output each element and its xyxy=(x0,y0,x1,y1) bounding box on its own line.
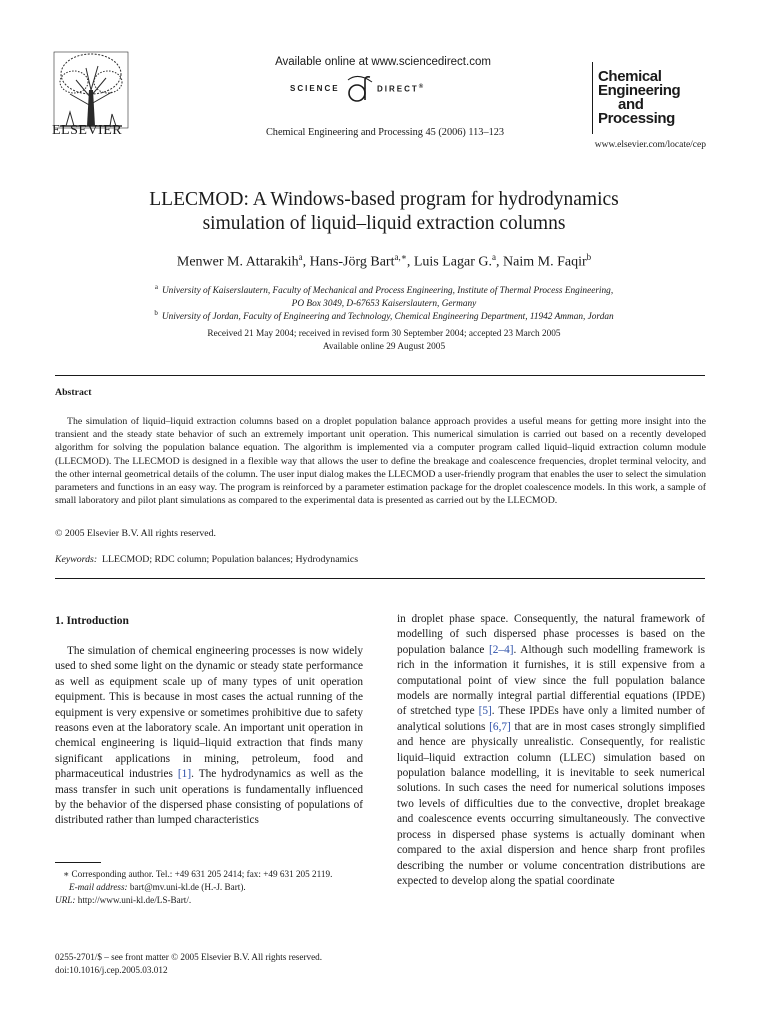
divider xyxy=(55,578,705,579)
author-name: Hans-Jörg Bart xyxy=(309,254,395,270)
citation-link[interactable]: [2–4] xyxy=(489,643,514,656)
url-link[interactable]: http://www.uni-kl.de/LS-Bart/. xyxy=(75,895,192,905)
publisher-name: ELSEVIER xyxy=(52,123,123,138)
author-name: Luis Lagar G. xyxy=(413,254,493,270)
journal-url-link[interactable]: www.elsevier.com/locate/cep xyxy=(594,140,706,150)
affiliation-b: $^b$ University of Jordan, Faculty of Engineering and Technology, Chemical Engineering Department, 11942 Amman, Jordan xyxy=(154,309,614,323)
received-dates: Received 21 May 2004; received in revised form 30 September 2004; accepted 23 March 2005 Available online 29 August 2005 xyxy=(207,329,561,352)
divider xyxy=(55,375,705,376)
front-matter: 0255-2701/$ – see front matter © 2005 Elsevier B.V. All rights reserved. doi:10.1016/j.cep.2005.03.012 xyxy=(55,951,385,977)
footnote-url: URL: http://www.uni-kl.de/LS-Bart/. xyxy=(55,895,192,905)
doi-link[interactable]: doi:10.1016/j.cep.2005.03.012 xyxy=(55,965,168,975)
journal-logo: Chemical Engineering and Processing xyxy=(598,68,681,127)
available-online-line[interactable]: Available online at www.sciencedirect.com xyxy=(275,56,491,68)
article-title: LLECMOD: A Windows-based program for hydrodynamics simulation of liquid–liquid extraction columns xyxy=(149,189,619,234)
sciencedirect-word-left: SCIENCE xyxy=(290,84,340,93)
email-link[interactable]: bart@mv.uni-kl.de (H.-J. Bart). xyxy=(127,882,246,892)
sciencedirect-word-right: DIRECT® xyxy=(377,84,426,94)
author-name: Naim M. Faqir xyxy=(503,254,587,270)
abstract-copyright: © 2005 Elsevier B.V. All rights reserved. xyxy=(55,528,216,539)
sciencedirect-d-icon xyxy=(342,74,376,104)
affiliation-a: $^a$ University of Kaiserslautern, Faculty of Mechanical and Process Engineering, Institute of Thermal Process Engineering, PO Box 3049, D-67653 Kaiserslautern, Germany xyxy=(154,283,614,309)
footnote-email: E-mail address: bart@mv.uni-kl.de (H.-J. Bart). xyxy=(69,882,246,892)
body-column-right: in droplet phase space. Consequently, the natural framework of modelling of such dispersed phase processes is based on the population balance [2–4]. Although such modelling framework is rich in the information it furnishes, it is still expensive from a computational point of view since the full population balance models are normally integral partial differential equations (IPDE) of stretched type [5]. These IPDEs have only a limited number of analytical solutions [6,7] that are in most cases strongly simplified and hence are physically unrealistic. Consequently, for realistic liquid–liquid extraction column (LLEC) simulation based on population balance modelling, it is inevitable to seek numerical solutions. In such cases the need for numerical solutions imposes two levels of difficulties due to the convective, droplet breakage and coalescence events occurring simultaneously. The convective process in dispersed phase systems is actually dominant when compared to the axial dispersion and hence sharp front profiles describing the number or volume concentration distributions are expected to develop along the spatial coordinate xyxy=(397,613,706,887)
citation-link[interactable]: [1] xyxy=(177,768,192,781)
footnote-divider xyxy=(55,862,101,863)
body-column-left: The simulation of chemical engineering processes is now widely used to shed some light on the dynamic or steady state performance as well as equipment scale up of many types of unit operation equipment. This is because in most cases the actual running of the equipment is very expensive or sometimes prohibitive due to safety reasons even at the laboratory scale. An important unit operation in chemical engineering is liquid–liquid extraction that finds many significant applications in mining, petroleum, food and pharmaceutical industries [1]. The hydrodynamics as well as the mass transfer in such unit operations is fundamentally influenced by the behavior of the dispersed phase consisting of populations of distributed rather than lumped characteristics xyxy=(55,645,363,827)
abstract-heading: Abstract xyxy=(55,387,92,398)
footnote-corresponding: ∗ Corresponding author. Tel.: +49 631 205 2414; fax: +49 631 205 2119. xyxy=(63,869,333,879)
citation-link[interactable]: [5] xyxy=(478,705,492,718)
author-list: Menwer M. Attarakih$^a$, Hans-Jörg Bart$^{a,∗}$, Luis Lagar G.$^a$, Naim M. Faqir$^b$ xyxy=(176,252,592,270)
author-name: Menwer M. Attarakih xyxy=(176,254,299,270)
section-heading: 1. Introduction xyxy=(55,615,129,627)
keywords-line: Keywords: LLECMOD; RDC column; Population balances; Hydrodynamics xyxy=(55,554,359,565)
abstract-body: The simulation of liquid–liquid extraction columns based on a droplet population balance approach provides a useful means for getting more insight into the transient and the steady state behavior of such an extremely important unit operation. This numerical simulation is carried out based on a recently developed algorithm for solving the population balance equation. The algorithm is implemented via a computer program called liquid–liquid extraction column module (LLECMOD). The LLECMOD is designed in a flexible way that allows the user to define the breakage and coalescence frequencies, droplet terminal velocity, and the other internal geometrical details of the column. The user input dialog makes the LLECMOD a user-friendly program that enables the user to select the simulation parameters and functions in an easy way. The program is reinforced by a parameter estimation package for the droplet coalescence models. In this work, a sample of small laboratory and pilot plant simulations as compared to the experimental data is presented as carried out by the LLECMOD. xyxy=(55,416,706,507)
citation-link[interactable]: [6,7] xyxy=(489,720,511,733)
journal-reference: Chemical Engineering and Processing 45 (2006) 113–123 xyxy=(265,127,505,138)
